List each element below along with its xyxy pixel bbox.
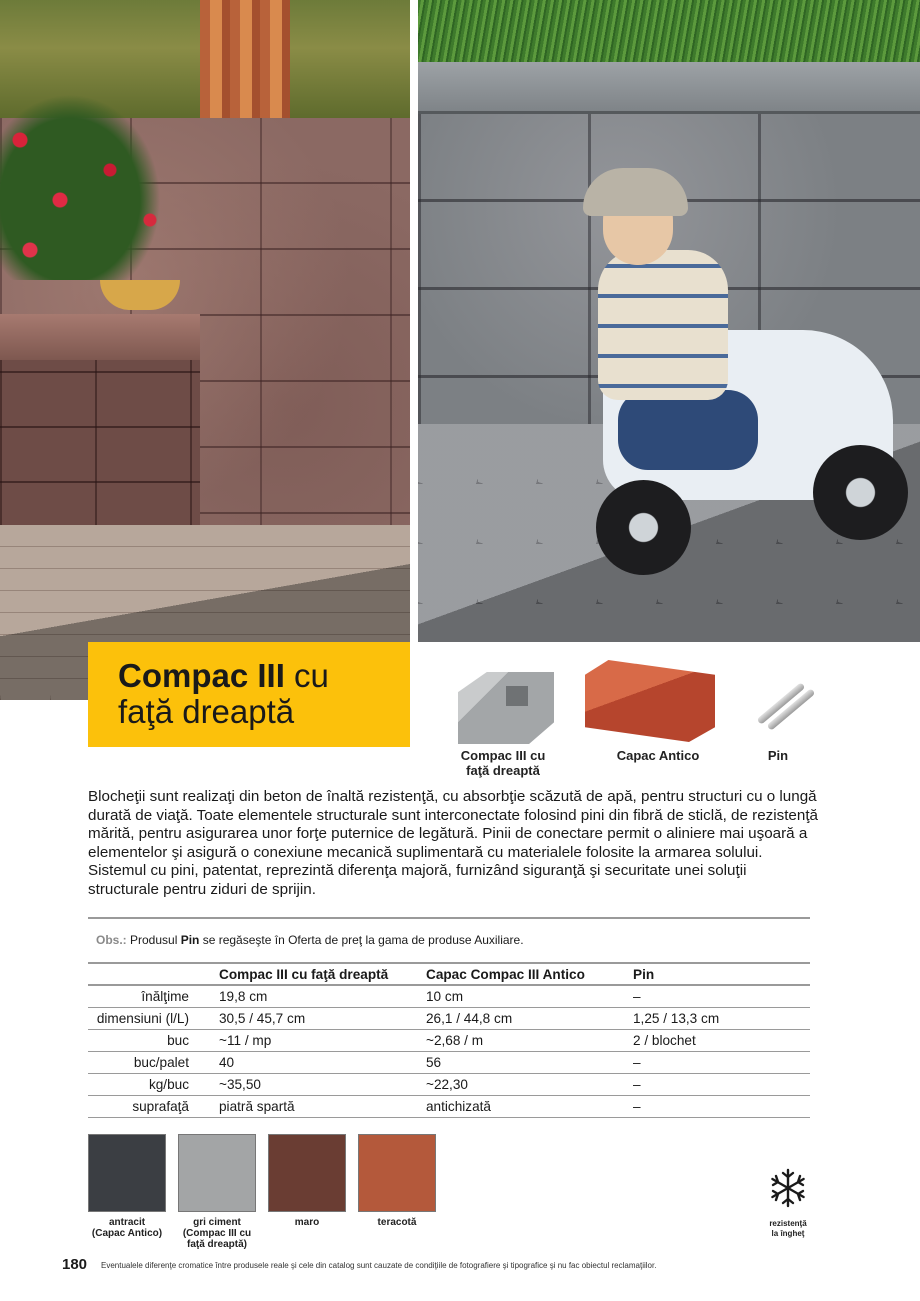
table-cell: 40 [219, 1051, 426, 1073]
product-label [448, 748, 558, 778]
table-header [88, 963, 219, 985]
table-cell: 30,5 / 45,7 cm [219, 1007, 426, 1029]
table-cell: 56 [426, 1051, 633, 1073]
row-label: înălţime [88, 985, 219, 1007]
swatch-label-line: (Capac Antico) [91, 1228, 163, 1239]
divider [88, 917, 810, 919]
product-compac-block [448, 660, 558, 780]
swatch-antracit [88, 1134, 166, 1239]
frost-label-line: rezistenţă [769, 1219, 807, 1228]
swatch-label-line: faţă dreaptă) [186, 1239, 247, 1250]
table-row [88, 1073, 810, 1095]
swatch-label-line: (Compac III cu [182, 1228, 252, 1239]
swatch-label [178, 1217, 256, 1250]
capac-antico-image [585, 660, 715, 742]
swatch-label [88, 1217, 166, 1239]
flower-pot [0, 60, 190, 280]
brick-pillar [200, 0, 290, 120]
observation-note [96, 933, 524, 947]
swatch-label: maro [294, 1217, 320, 1228]
table-cell: ~2,68 / m [426, 1029, 633, 1051]
table-cell: – [633, 1051, 810, 1073]
table-header: Pin [633, 963, 810, 985]
row-label: buc [88, 1029, 219, 1051]
product-capac-antico [583, 660, 733, 780]
table-row [88, 1095, 810, 1117]
product-label-line2: faţă dreaptă [466, 763, 540, 778]
table-cell: 2 / blochet [633, 1029, 810, 1051]
color-chip [268, 1134, 346, 1212]
wall-cap [0, 314, 200, 360]
grey-wall-cap [418, 62, 920, 114]
table-cell: antichizată [426, 1095, 633, 1117]
table-cell: 19,8 cm [219, 985, 426, 1007]
table-cell: 10 cm [426, 985, 633, 1007]
child-legs [618, 390, 758, 470]
note-prefix: Obs.: [96, 933, 127, 947]
front-wheel [596, 480, 691, 575]
frost-resistance [758, 1168, 818, 1239]
table-cell: 1,25 / 13,3 cm [633, 1007, 810, 1029]
table-header-row [88, 963, 810, 985]
snowflake-icon [768, 1168, 808, 1208]
table-cell: ~22,30 [426, 1073, 633, 1095]
color-chip [358, 1134, 436, 1212]
product-description: Blocheţii sunt realizaţi din beton de înaltă rezistenţă, cu absorbţie scăzută de apă, pentru structuri cu o lungă durată de viaţă. Toate elementele structurale sunt interconectate folosind pini din fibră de sticlă, de rezistenţă mărită, pentru asigurarea unor forţe puternice de legătură. Pinii de conectare permit o aliniere mai uşoară a elementelor şi asigură o conexiune mecanică suplimentară cu materialele folosite la armarea solului. Sistemul cu pini, patentat, reprezintă diferenţa majoră, furnizând siguranţă şi securitate unei soluţii structurale pentru ziduri de sprijin. [88, 788, 818, 898]
row-label: dimensiuni (l/L) [88, 1007, 219, 1029]
child-sweater [598, 250, 728, 400]
row-label: suprafaţă [88, 1095, 219, 1117]
swatch-label-line: antracit [108, 1217, 146, 1228]
swatch-maro [268, 1134, 346, 1228]
title-bold: Compac III [118, 657, 285, 694]
title-banner [88, 642, 410, 747]
table-row [88, 1051, 810, 1073]
swatch-gri-ciment [178, 1134, 256, 1250]
table-cell: 26,1 / 44,8 cm [426, 1007, 633, 1029]
page-number: 180 [62, 1256, 88, 1273]
table-cell: – [633, 1073, 810, 1095]
note-text: se regăseşte în Oferta de preţ la gama de produse Auxiliare. [199, 933, 524, 947]
title-line2: faţă dreaptă [118, 693, 295, 730]
table-cell: ~35,50 [219, 1073, 426, 1095]
color-chip [88, 1134, 166, 1212]
swatch-label-line: gri ciment [193, 1217, 241, 1228]
frost-label-line: la îngheţ [771, 1229, 805, 1238]
table-cell: – [633, 1095, 810, 1117]
table-cell: ~11 / mp [219, 1029, 426, 1051]
table-row [88, 1029, 810, 1051]
row-label: kg/buc [88, 1073, 219, 1095]
spec-table [88, 962, 810, 1118]
frost-label [758, 1219, 818, 1239]
grass [418, 0, 920, 66]
product-label: Capac Antico [616, 748, 700, 763]
note-bold: Pin [180, 933, 200, 947]
swatch-teracota [358, 1134, 436, 1228]
color-chip [178, 1134, 256, 1212]
table-header: Compac III cu faţă dreaptă [219, 963, 426, 985]
title-rest: cu [284, 657, 329, 694]
table-cell: – [633, 985, 810, 1007]
product-pin [740, 660, 816, 780]
rear-wheel [813, 445, 908, 540]
disclaimer: Eventualele diferenţe cromatice între produsele reale şi cele din catalog sunt cauzate de condiţiile de fotografiere şi tipografice şi nu fac obiectul reclamaţiilor. [101, 1261, 657, 1270]
child-on-toy-bike-photo [418, 0, 920, 642]
product-label-line1: Compac III cu [460, 748, 546, 763]
note-text: Produsul [126, 933, 181, 947]
product-label: Pin [767, 748, 789, 763]
row-label: buc/palet [88, 1051, 219, 1073]
table-cell: piatră spartă [219, 1095, 426, 1117]
retaining-wall-photo [0, 0, 410, 700]
table-row [88, 1007, 810, 1029]
compac-block-image [458, 672, 554, 744]
swatch-label: teracotă [377, 1217, 417, 1228]
table-row [88, 985, 810, 1007]
pin-image [750, 686, 810, 726]
page-title [118, 658, 380, 730]
table-header: Capac Compac III Antico [426, 963, 633, 985]
